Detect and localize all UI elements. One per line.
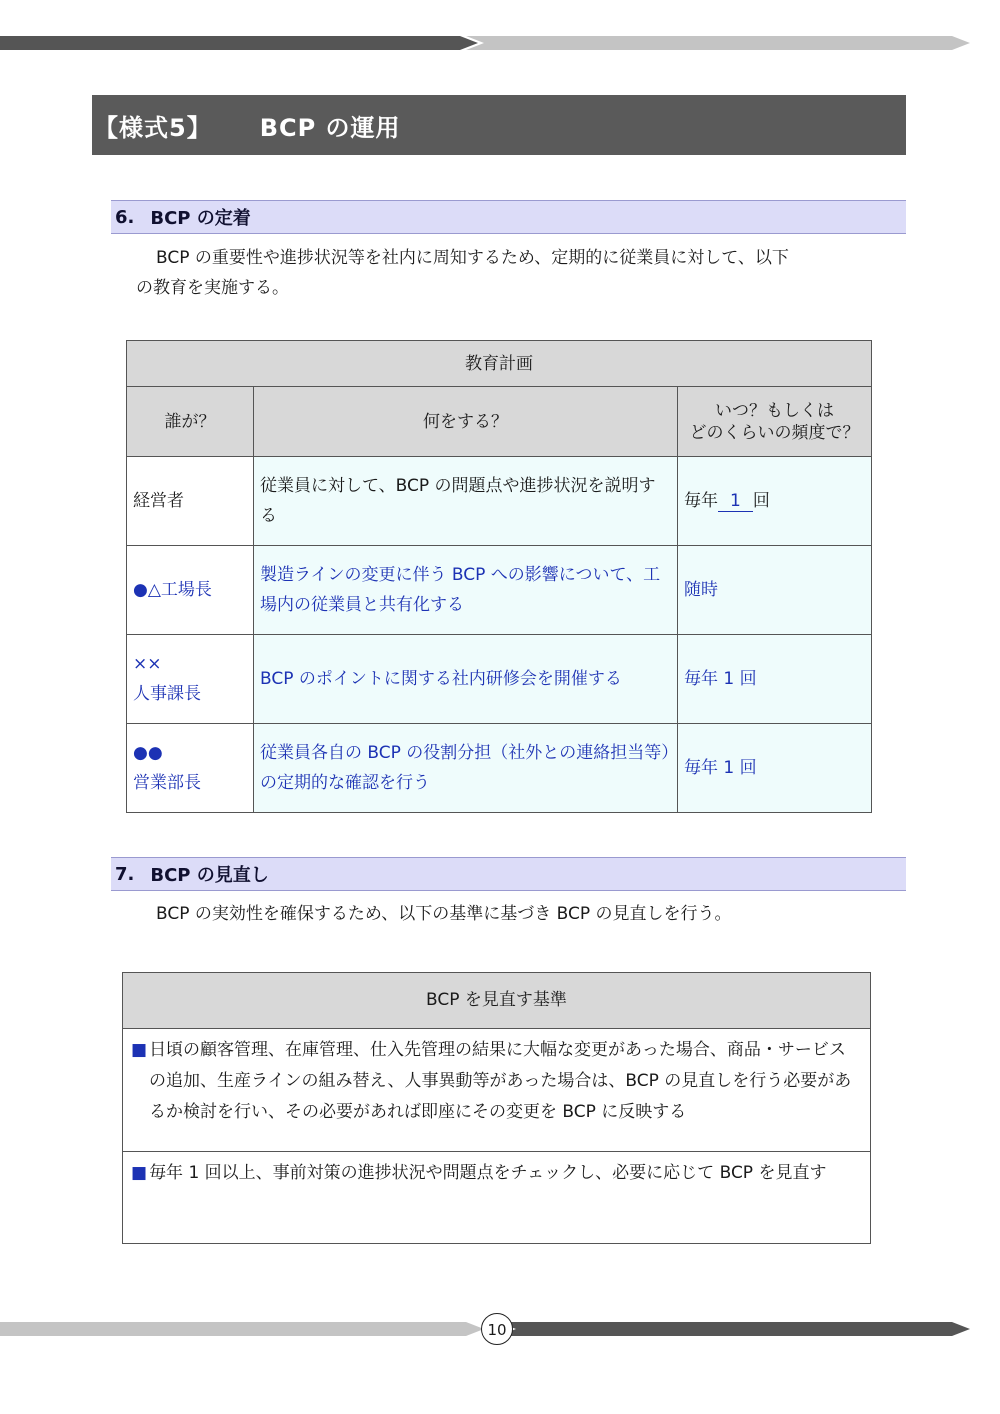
section-7-heading — [111, 857, 906, 891]
row-who — [127, 724, 254, 813]
section-6-intro — [136, 243, 916, 303]
list-item — [123, 1029, 871, 1152]
top-decorative-bar — [0, 32, 1000, 54]
review-criteria-caption: BCP を見直す基準 — [123, 973, 871, 1029]
row-who-line-2: 営業部長 — [133, 773, 201, 793]
section-7-intro: BCP の実効性を確保するため、以下の基準に基づき BCP の見直しを行う。 — [156, 904, 732, 924]
row-who-line-1: ×× — [133, 654, 162, 674]
row-what: 従業員各自の BCP の役割分担（社外との連絡担当等）の定期的な確認を行う — [254, 724, 678, 813]
square-bullet-icon: ■ — [131, 1040, 148, 1060]
row-when — [678, 457, 872, 546]
section-6-title: BCP の定着 — [150, 208, 251, 229]
table-row — [127, 724, 872, 813]
criteria-item-text — [131, 1035, 862, 1128]
when-prefix: 毎年 — [684, 491, 718, 511]
header-when — [678, 387, 872, 457]
row-what: BCP のポイントに関する社内研修会を開催する — [254, 635, 678, 724]
header-what: 何をする？ — [254, 387, 678, 457]
table-row — [127, 635, 872, 724]
review-criteria-table — [122, 972, 871, 1244]
row-when: 随時 — [678, 546, 872, 635]
intro-line-2: の教育を実施する。 — [136, 278, 289, 298]
row-what: 製造ラインの変更に伴う BCP への影響について、工場内の従業員と共有化する — [254, 546, 678, 635]
section-7-title: BCP の見直し — [150, 865, 269, 886]
header-when-line-2: どのくらいの頻度で？ — [689, 422, 860, 443]
row-who-line-2: 人事課長 — [133, 684, 201, 704]
criteria-item-2 — [123, 1152, 871, 1244]
form-number: 【様式5】 — [94, 113, 212, 142]
intro-line-1: BCP の重要性や進捗状況等を社内に周知するため、定期的に従業員に対して、以下 — [156, 248, 789, 268]
header-who: 誰が？ — [127, 387, 254, 457]
education-plan-caption: 教育計画 — [127, 341, 872, 387]
section-6-heading — [111, 200, 906, 234]
when-value: 1 — [718, 491, 753, 512]
list-item — [123, 1152, 871, 1244]
criteria-item-body: 毎年 1 回以上、事前対策の進捗状況や問題点をチェックし、必要に応じて BCP を見直す — [149, 1163, 827, 1183]
row-when: 毎年 1 回 — [678, 724, 872, 813]
header-when-line-1: いつ？もしくは — [715, 400, 834, 421]
table-row — [127, 457, 872, 546]
form-title-banner — [92, 95, 906, 155]
square-bullet-icon: ■ — [131, 1163, 148, 1183]
table-row — [127, 546, 872, 635]
section-6-number: 6. — [115, 206, 135, 228]
row-who-line-1: ●● — [133, 743, 163, 763]
page-number: 10 — [481, 1313, 513, 1345]
row-who — [127, 635, 254, 724]
criteria-item-body: 日頃の顧客管理、在庫管理、仕入先管理の結果に大幅な変更があった場合、商品・サービスの追加、生産ラインの組み替え、人事異動等があった場合は、BCP の見直しを行う必要があるか検討を行い、その必要があれば即座にその変更を BCP に反映する — [149, 1040, 852, 1122]
education-plan-table — [126, 340, 872, 813]
row-what: 従業員に対して、BCP の問題点や進捗状況を説明する — [254, 457, 678, 546]
criteria-item-1 — [123, 1029, 871, 1152]
row-when: 毎年 1 回 — [678, 635, 872, 724]
criteria-item-text — [131, 1158, 862, 1189]
section-7-number: 7. — [115, 863, 135, 885]
when-suffix: 回 — [752, 491, 770, 511]
form-title: BCP の運用 — [259, 113, 401, 142]
row-who: ●△工場長 — [127, 546, 254, 635]
row-who: 経営者 — [127, 457, 254, 546]
